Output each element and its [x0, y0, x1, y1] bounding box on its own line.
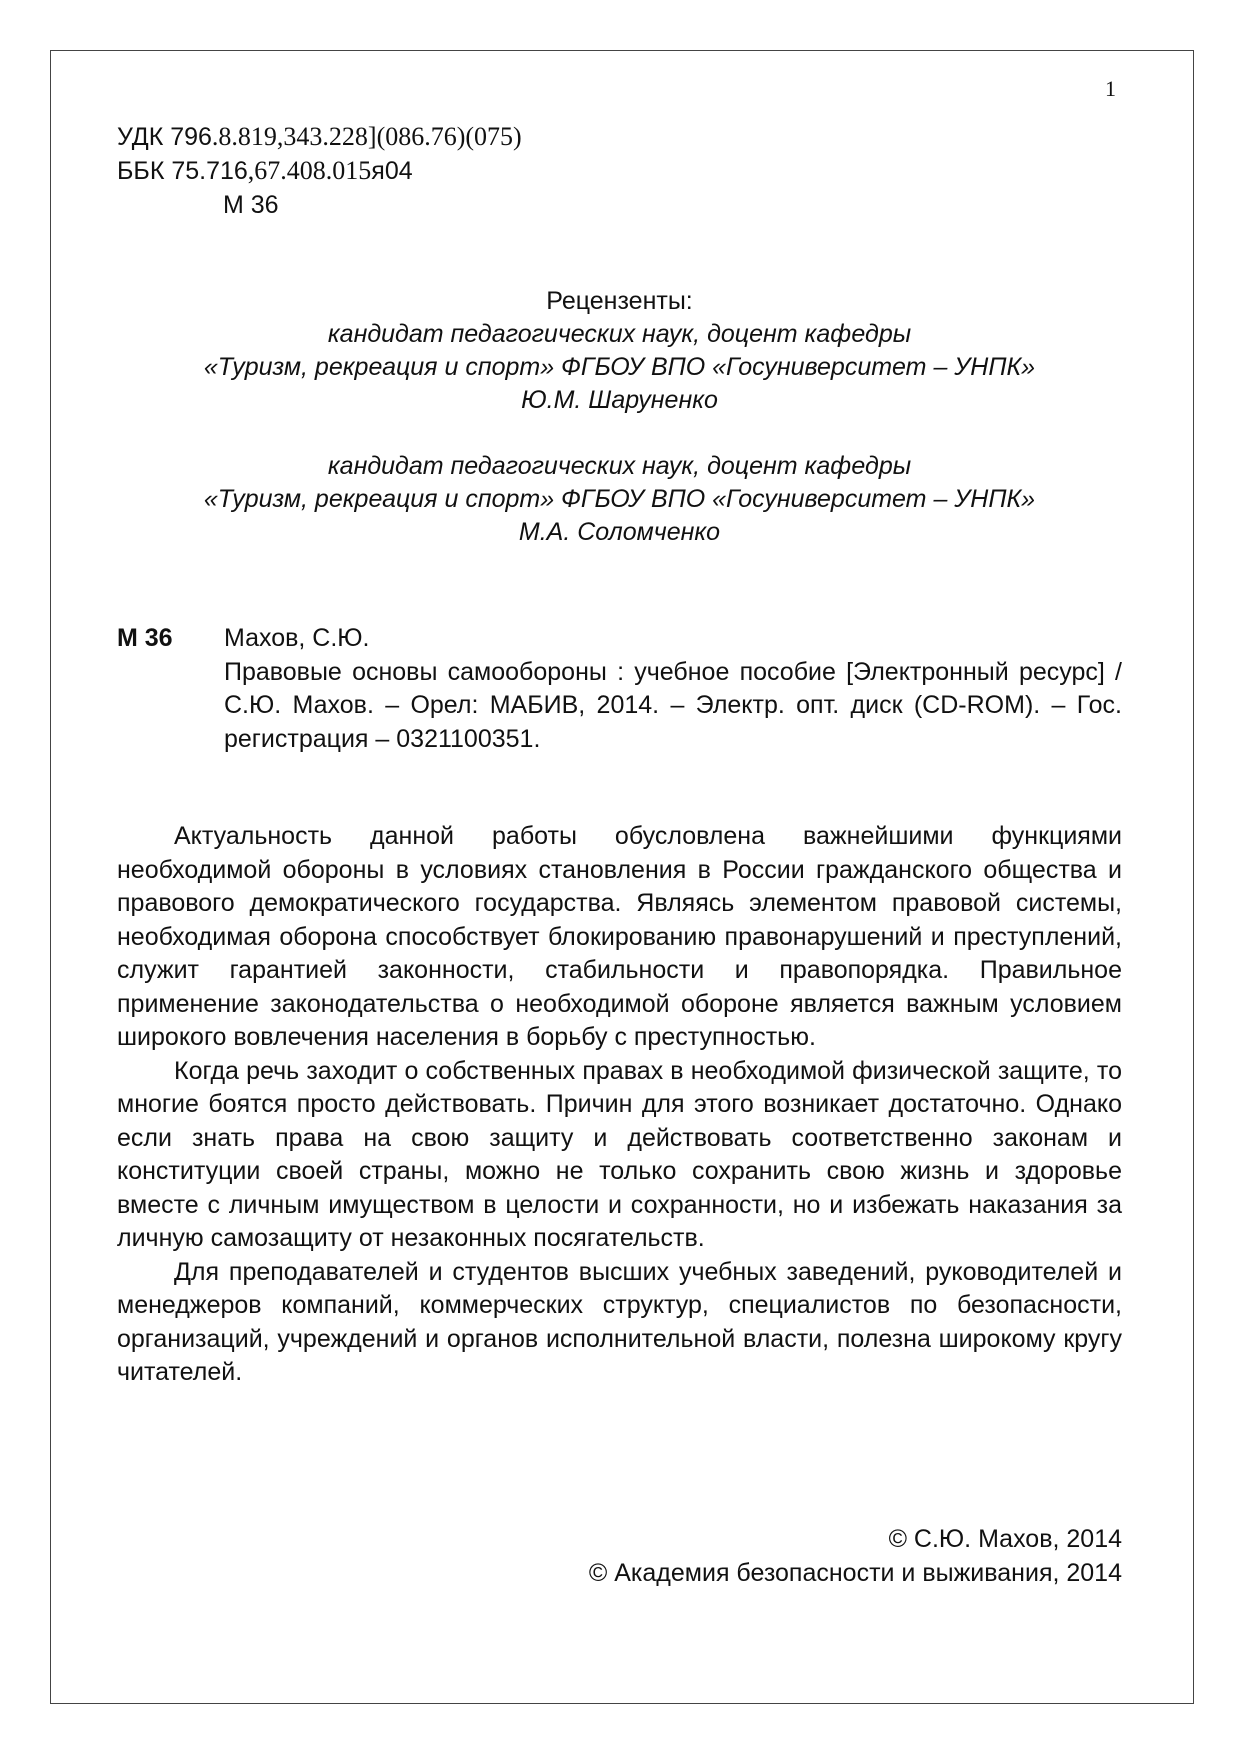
udk-line — [117, 120, 522, 154]
reviewers-block — [117, 285, 1122, 549]
abstract-paragraph-1: Актуальность данной работы обусловлена важнейшими функциями необходимой обороны в условиях становления в России гражданского общества и правового демократического государства. Являясь элементом правовой системы, необходимая оборона способствует блокированию правонарушений и преступлений, служит гарантией законности, стабильности и правопорядка. Правильное применение законодательства о необходимой обороне является важным условием широкого вовлечения населения в борьбу с преступностью. — [117, 822, 1122, 1051]
udk-label: УДК 796 — [117, 123, 212, 151]
bbk-line — [117, 154, 522, 188]
spacer — [117, 417, 1122, 450]
reviewers-heading: Рецензенты: — [546, 287, 693, 315]
classification-block — [117, 120, 522, 222]
reviewer-2-position: кандидат педагогических наук, доцент кафедры — [327, 452, 912, 480]
bibliography-description: Правовые основы самообороны : учебное пособие [Электронный ресурс] / С.Ю. Махов. – Орел: МАБИВ, 2014. – Электр. опт. диск (CD-ROM). – Гос. регистрация – 0321100351. — [224, 657, 1122, 753]
abstract-paragraph-2: Когда речь заходит о собственных правах в необходимой физической защите, то многие боятся просто действовать. Причин для этого возникает достаточно. Однако если знать права на свою защиту и действовать соответственно законам и конституции своей страны, можно не только сохранить свою жизнь и здоровье вместе с личным имуществом в целости и сохранности, но и избежать наказания за личную самозащиту от незаконных посягательств. — [117, 1056, 1122, 1252]
reviewer-1-department: «Туризм, рекреация и спорт» ФГБОУ ВПО «Госуниверситет – УНПК» — [203, 353, 1036, 381]
page-number: 1 — [1105, 76, 1116, 101]
reviewer-1-position: кандидат педагогических наук, доцент кафедры — [327, 320, 912, 348]
copyright-publisher: © Академия безопасности и выживания, 2014 — [588, 1559, 1122, 1587]
udk-number: .8.819,343.228](086.76)(075) — [211, 122, 522, 151]
copyright-block — [117, 1522, 1122, 1590]
bibliography-author: Махов, С.Ю. — [224, 624, 370, 652]
bibliography-entry — [224, 622, 1122, 756]
bbk-tail: я04 — [371, 157, 413, 185]
author-sign: М 36 — [223, 191, 279, 219]
bibliography-code: М 36 — [117, 624, 173, 652]
copyright-author: © С.Ю. Махов, 2014 — [888, 1525, 1122, 1553]
reviewer-1-name: Ю.М. Шаруненко — [521, 386, 718, 414]
bbk-label: ББК 75.716 — [117, 157, 248, 185]
bbk-number: ,67.408.015 — [247, 156, 372, 185]
abstract-paragraph-3: Для преподавателей и студентов высших учебных заведений, руководителей и менеджеров компаний, коммерческих структур, специалистов по безопасности, организаций, учреждений и органов исполнительной власти, полезна широкому кругу читателей. — [117, 1257, 1122, 1386]
reviewer-2-department: «Туризм, рекреация и спорт» ФГБОУ ВПО «Госуниверситет – УНПК» — [203, 485, 1036, 513]
abstract — [117, 820, 1122, 1390]
reviewer-2-name: М.А. Соломченко — [518, 518, 721, 546]
